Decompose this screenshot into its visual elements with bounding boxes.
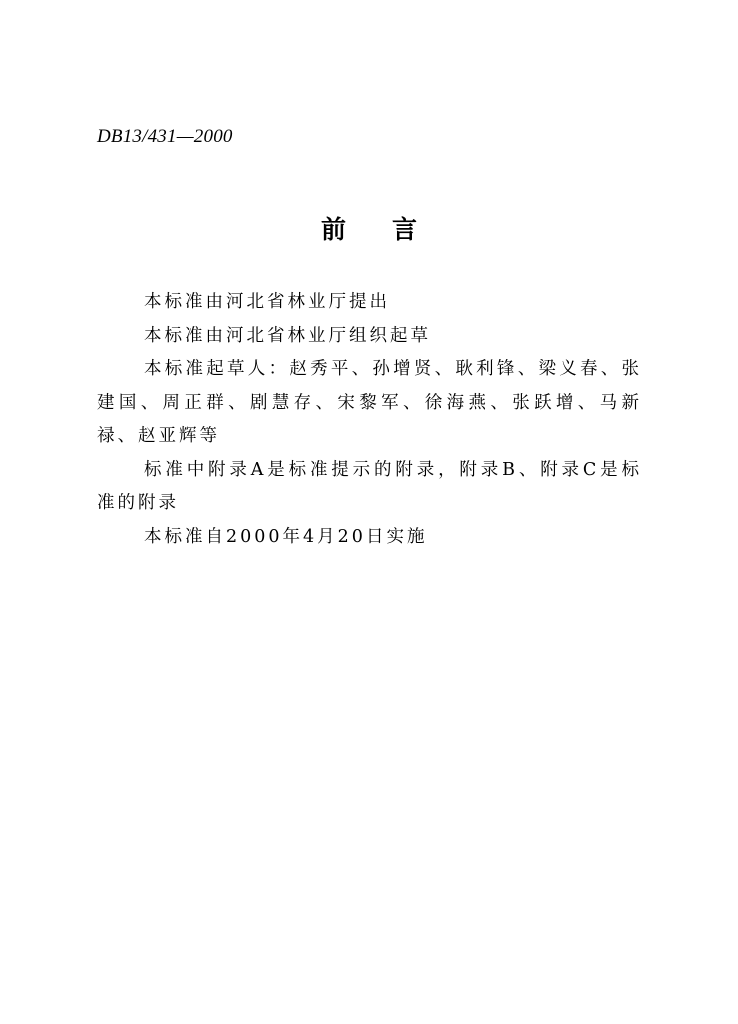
page-title-char-2: 言	[392, 215, 418, 244]
foreword-body	[97, 286, 642, 554]
paragraph-drafting-organizer: 本标准由河北省林业厅组织起草	[144, 325, 431, 346]
paragraph-drafters: 本标准起草人：赵秀平、孙增贤、耿利锋、梁义春、张建国、周正群、剧慧存、宋黎军、徐海燕、张跃增、马新禄、赵亚辉等	[97, 359, 642, 446]
paragraph-proposer: 本标准由河北省林业厅提出	[144, 292, 390, 312]
paragraph-appendices: 标准中附录A是标准提示的附录，附录B、附录C是标准的附录	[97, 459, 642, 513]
page-title	[0, 210, 738, 246]
document-code: DB13/431—2000	[97, 126, 233, 147]
page-title-char-1: 前	[320, 215, 346, 244]
paragraph-effective-date: 本标准自2000年4月20日实施	[144, 526, 428, 547]
